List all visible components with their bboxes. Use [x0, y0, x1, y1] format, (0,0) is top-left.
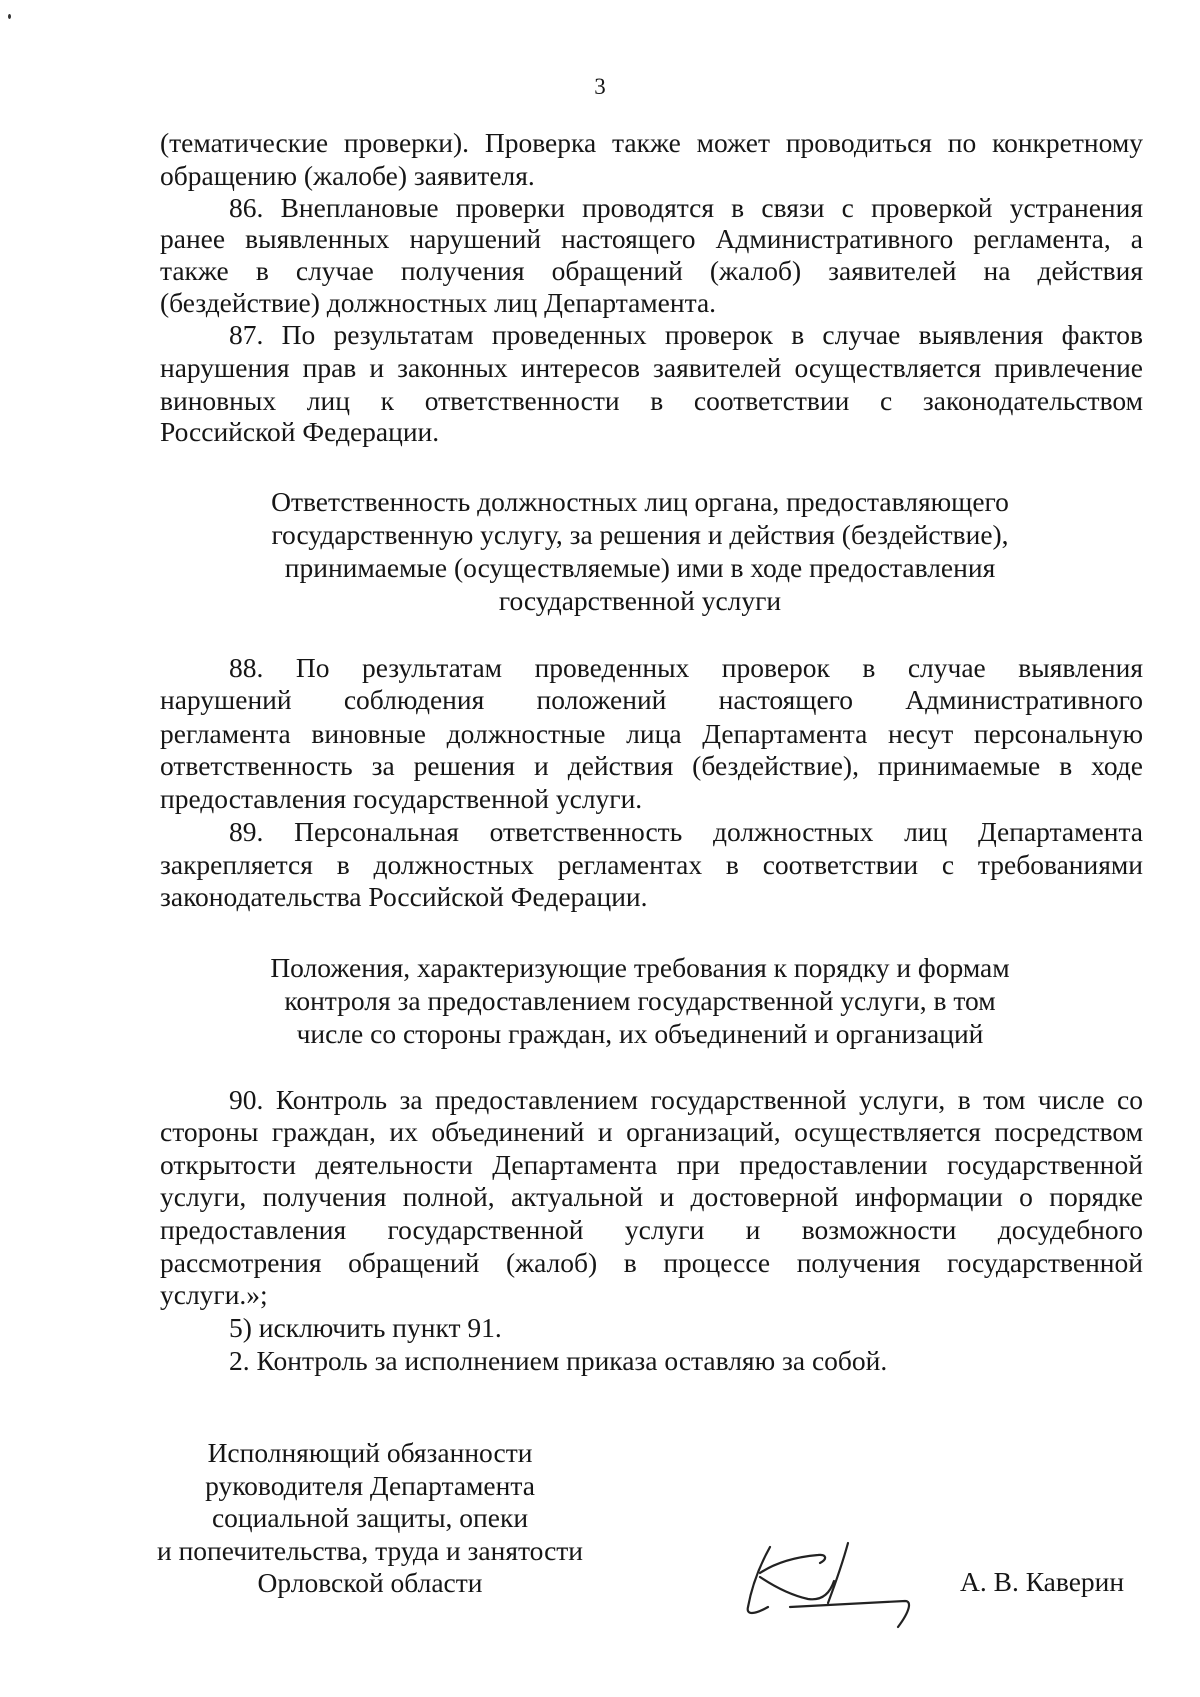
- heading-line: государственной услуги: [498, 585, 782, 616]
- heading-line: Положения, характеризующие требования к порядку и формам: [270, 952, 1010, 983]
- text-line: ранее выявленных нарушений настоящего Административного регламента, а: [160, 223, 1143, 254]
- text-line: нарушений соблюдения положений настоящего Административного: [160, 684, 1143, 715]
- signer-title-line: Орловской области: [257, 1567, 483, 1598]
- text-line: виновных лиц к ответственности в соответствии с законодательством: [160, 385, 1143, 416]
- signer-title-line: Исполняющий обязанности: [207, 1437, 533, 1468]
- text-line: (бездействие) должностных лиц Департамента.: [160, 287, 717, 318]
- heading-line: принимаемые (осуществляемые) ими в ходе предоставления: [284, 552, 996, 583]
- heading-line: Ответственность должностных лиц органа, предоставляющего: [271, 486, 1009, 517]
- text-line: нарушения прав и законных интересов заявителей осуществляется привлечение: [160, 352, 1143, 383]
- text-line: предоставления государственной услуги и возможности досудебного: [160, 1214, 1143, 1245]
- text-line: 5) исключить пункт 91.: [229, 1312, 502, 1343]
- text-line: предоставления государственной услуги.: [160, 783, 643, 814]
- signer-title-line: и попечительства, труда и занятости: [156, 1535, 584, 1566]
- text-line: ответственность за решения и действия (бездействие), принимаемые в ходе: [160, 750, 1143, 781]
- page-number: 3: [594, 74, 606, 99]
- text-line: 88. По результатам проведенных проверок в случае выявления: [229, 652, 1143, 683]
- text-line: 90. Контроль за предоставлением государственной услуги, в том числе со: [229, 1084, 1143, 1115]
- scan-speck: [8, 14, 11, 19]
- signer-name: А. В. Каверин: [960, 1566, 1125, 1597]
- text-line: 87. По результатам проведенных проверок в случае выявления фактов: [229, 319, 1143, 350]
- text-line: обращению (жалобе) заявителя.: [160, 160, 535, 191]
- heading-line: числе со стороны граждан, их объединений и организаций: [296, 1018, 984, 1049]
- text-line: также в случае получения обращений (жалоб) заявителей на действия: [160, 255, 1143, 286]
- text-line: регламента виновные должностные лица Департамента несут персональную: [160, 718, 1143, 749]
- text-line: 86. Внеплановые проверки проводятся в связи с проверкой устранения: [229, 192, 1143, 223]
- text-line: (тематические проверки). Проверка также может проводиться по конкретному: [160, 127, 1143, 158]
- text-line: стороны граждан, их объединений и организаций, осуществляется посредством: [160, 1116, 1143, 1147]
- heading-line: государственную услугу, за решения и действия (бездействие),: [271, 519, 1009, 550]
- text-line: 89. Персональная ответственность должностных лиц Департамента: [229, 816, 1143, 847]
- signer-title-line: руководителя Департамента: [205, 1470, 535, 1501]
- text-line: услуги.»;: [160, 1279, 268, 1310]
- signer-title-line: социальной защиты, опеки: [211, 1502, 529, 1533]
- text-line: законодательства Российской Федерации.: [160, 881, 648, 912]
- text-line: открытости деятельности Департамента при предоставлении государственной: [160, 1149, 1143, 1180]
- text-line: рассмотрения обращений (жалоб) в процессе получения государственной: [160, 1247, 1143, 1278]
- text-line: Российской Федерации.: [160, 416, 440, 447]
- text-line: закрепляется в должностных регламентах в соответствии с требованиями: [160, 849, 1143, 880]
- text-line: услуги, получения полной, актуальной и достоверной информации о порядке: [160, 1181, 1143, 1212]
- text-line: 2. Контроль за исполнением приказа оставляю за собой.: [229, 1345, 888, 1376]
- handwritten-signature: [730, 1535, 930, 1635]
- heading-line: контроля за предоставлением государственной услуги, в том: [284, 985, 996, 1016]
